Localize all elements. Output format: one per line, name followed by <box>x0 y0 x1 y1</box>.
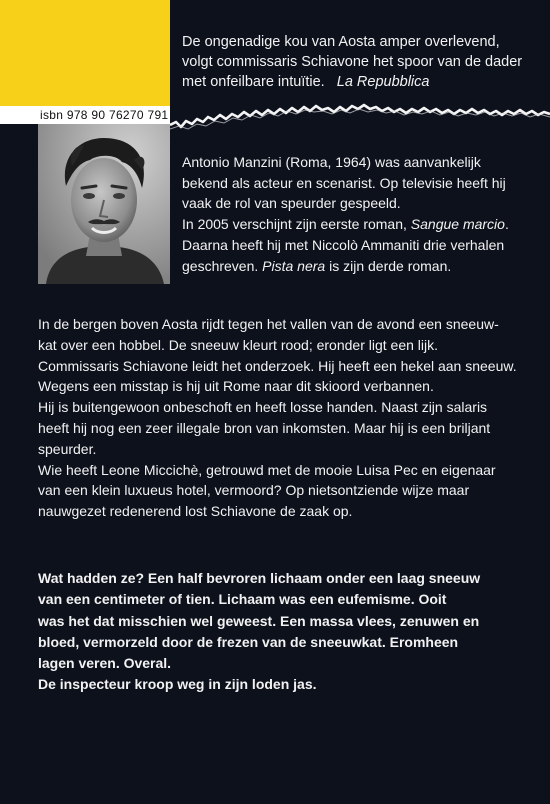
torn-paper-strip <box>170 103 550 139</box>
bio-line-6 <box>182 256 542 277</box>
author-bio <box>182 152 542 276</box>
blurb-line: van een klein luxueus hotel, vermoord? Op nietsontziende wijze maar <box>38 482 470 499</box>
blurb-line: Commissaris Schiavone leidt het onderzoek. Hij heeft een hekel aan sneeuw. <box>38 357 517 374</box>
blurb-line: kat over een hobbel. De sneeuw kleurt rood; eronder ligt een lijk. <box>38 336 439 353</box>
bio-line-6-pre: geschreven. <box>182 257 263 274</box>
bio-line-1: Antonio Manzini (Roma, 1964) was aanvankelijk <box>182 154 481 170</box>
bio-line-4-post: . <box>504 216 509 233</box>
quote-line-2: volgt commissaris Schiavone het spoor van de dader <box>182 54 523 70</box>
blurb-line: heeft hij nog een zeer illegale bron van inkomsten. Maar hij is een briljant <box>38 419 491 436</box>
blurb-line: Hij is buitengewoon onbeschoft en heeft losse handen. Naast zijn salaris <box>38 399 488 416</box>
blurb-line: Wie heeft Leone Miccichè, getrouwd met de mooie Luisa Pec en eigenaar <box>38 461 496 478</box>
excerpt-line: Wat hadden ze? Een half bevroren lichaam onder een laag sneeuw <box>38 570 481 586</box>
excerpt-line: van een centimeter of tien. Lichaam was een eufemisme. Ooit <box>38 591 447 608</box>
blurb-text <box>38 314 542 522</box>
third-novel-title: Pista nera <box>262 257 326 274</box>
bio-line-4-pre: In 2005 verschijnt zijn eerste roman, <box>182 216 411 233</box>
blurb-line: Wegens een misstap is hij uit Rome naar dit skioord verbannen. <box>38 378 434 395</box>
review-quote <box>182 32 542 92</box>
excerpt-line: bloed, vermorzeld door de frezen van de sneeuwkat. Eromheen <box>38 633 459 650</box>
isbn-label: isbn 978 90 76270 791 <box>0 106 170 124</box>
bio-line-2: bekend als acteur en scenarist. Op televisie heeft hij <box>182 174 506 191</box>
book-excerpt <box>38 568 542 696</box>
author-portrait-illustration <box>38 124 170 284</box>
debut-novel-title: Sangue marcio <box>410 216 505 233</box>
yellow-accent-block <box>0 0 170 106</box>
quote-line-3-text: met onfeilbare intuïtie. <box>182 74 325 90</box>
bio-line-4 <box>182 214 542 235</box>
quote-line-1: De ongenadige kou van Aosta amper overlevend, <box>182 34 500 50</box>
excerpt-line: De inspecteur kroop weg in zijn loden jas. <box>38 676 317 693</box>
excerpt-line: was het dat misschien wel geweest. Een massa vlees, zenuwen en <box>38 612 480 629</box>
quote-source: La Repubblica <box>336 74 430 90</box>
bio-line-5: Daarna heeft hij met Niccolò Ammaniti drie verhalen <box>182 236 505 253</box>
blurb-line: In de bergen boven Aosta rijdt tegen het vallen van de avond een sneeuw- <box>38 316 499 332</box>
blurb-line: speurder. <box>38 440 97 457</box>
bio-line-3: vaak de rol van speurder gespeeld. <box>182 195 401 212</box>
author-photo <box>38 124 170 284</box>
quote-line-3 <box>182 72 542 92</box>
excerpt-line: lagen veren. Overal. <box>38 655 172 672</box>
blurb-line: nauwgezet redenerend lost Schiavone de zaak op. <box>38 503 353 520</box>
bio-line-6-post: is zijn derde roman. <box>325 257 452 274</box>
